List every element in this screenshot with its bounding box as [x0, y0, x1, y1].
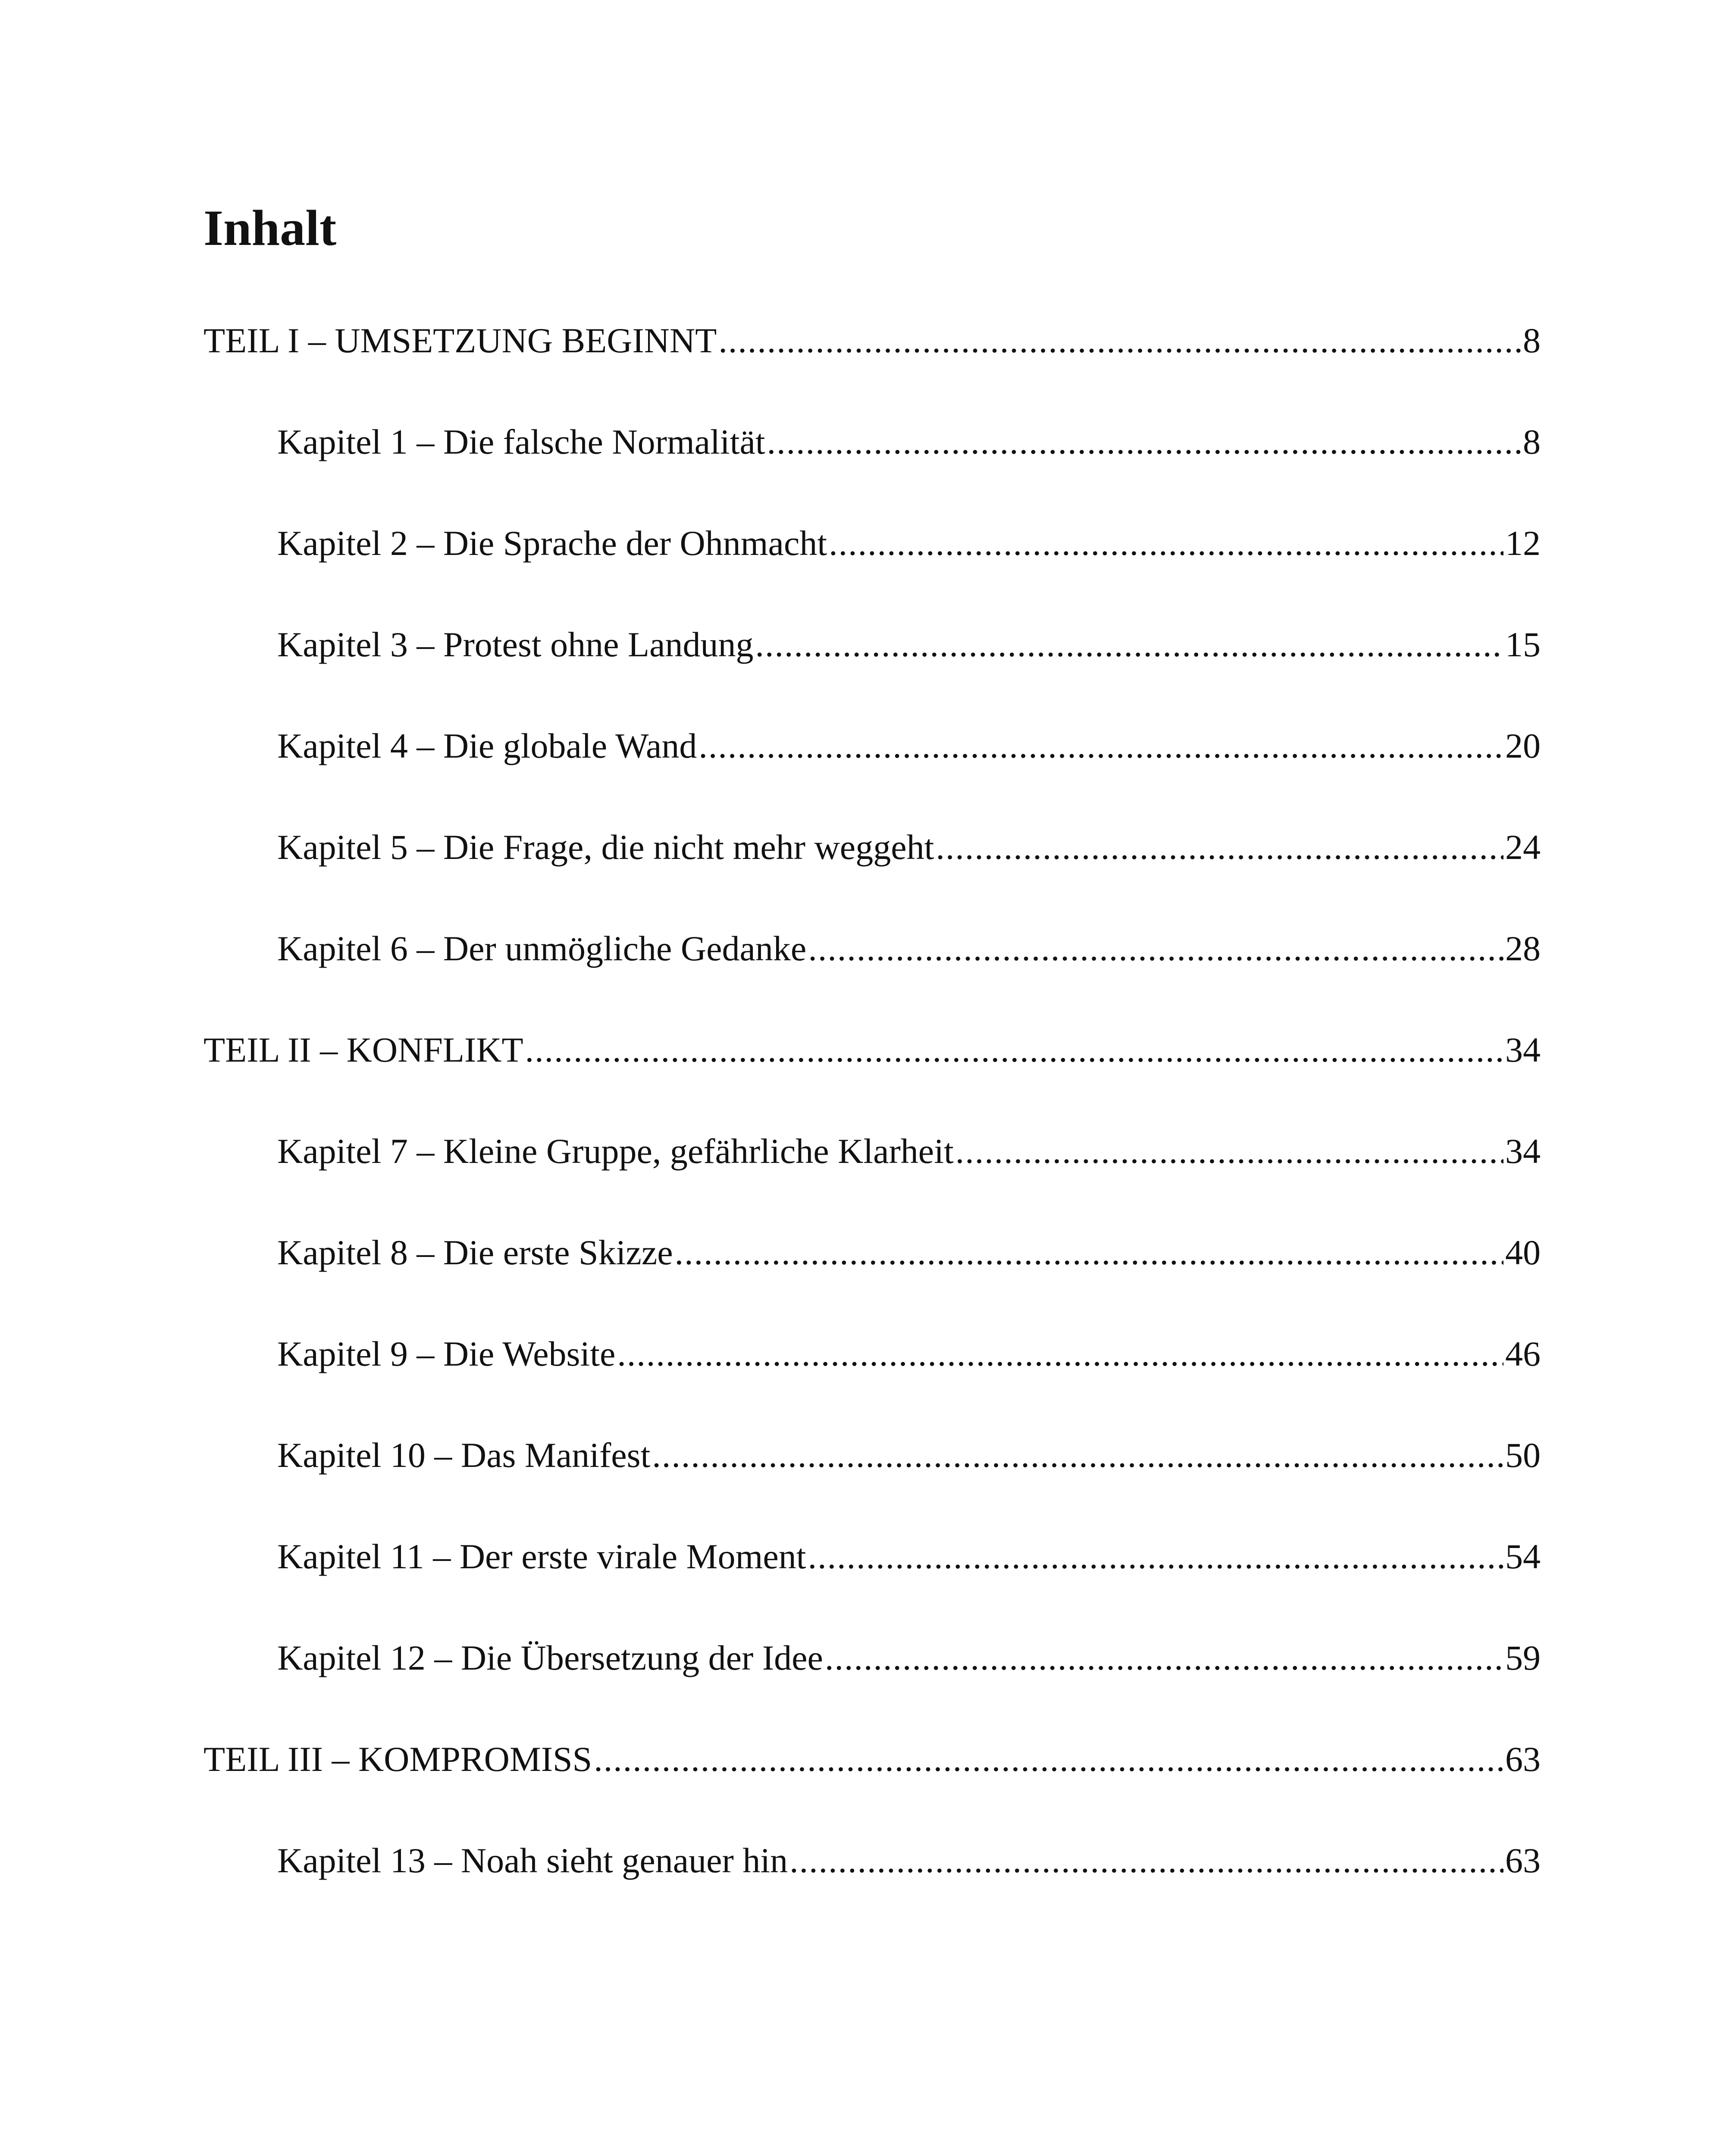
- toc-dot-leader: [936, 824, 1503, 871]
- toc-entry-label: Kapitel 9 – Die Website: [277, 1334, 616, 1373]
- toc-page-number: 15: [1505, 625, 1541, 664]
- toc-entry-chapter-13: [277, 1837, 1541, 1884]
- toc-entry-label: TEIL I – UMSETZUNG BEGINNT: [204, 321, 717, 360]
- toc-page-number: 63: [1505, 1841, 1541, 1880]
- toc-entry-chapter-11: [277, 1533, 1541, 1580]
- toc-dot-leader: [525, 1026, 1503, 1074]
- toc-dot-leader: [955, 1128, 1503, 1175]
- toc-dot-leader: [825, 1634, 1503, 1682]
- toc-entry-label: Kapitel 11 – Der erste virale Moment: [277, 1537, 806, 1576]
- toc-dot-leader: [675, 1229, 1503, 1276]
- toc-dot-leader: [652, 1432, 1503, 1479]
- toc-dot-leader: [698, 722, 1503, 770]
- toc-entry-label: Kapitel 10 – Das Manifest: [277, 1435, 651, 1475]
- toc-page-number: 40: [1505, 1233, 1541, 1272]
- toc-dot-leader: [808, 925, 1503, 972]
- toc-entry-label: Kapitel 7 – Kleine Gruppe, gefährliche Klarheit: [277, 1131, 954, 1171]
- toc-entry-part-1: [204, 317, 1541, 364]
- toc-entry-chapter-5: [277, 824, 1541, 871]
- toc-page-number: 8: [1523, 422, 1541, 461]
- toc-dot-leader: [718, 317, 1521, 364]
- toc-dot-leader: [594, 1736, 1503, 1783]
- toc-page-number: 34: [1505, 1131, 1541, 1171]
- toc-entry-part-2: [204, 1026, 1541, 1074]
- toc-entry-chapter-8: [277, 1229, 1541, 1276]
- toc-entry-chapter-3: [277, 621, 1541, 668]
- toc-page-number: 59: [1505, 1638, 1541, 1677]
- toc-entry-label: Kapitel 3 – Protest ohne Landung: [277, 625, 754, 664]
- toc-heading: Inhalt: [204, 200, 337, 256]
- toc-entry-part-3: [204, 1736, 1541, 1783]
- toc-entry-chapter-1: [277, 418, 1541, 466]
- toc-entry-chapter-10: [277, 1432, 1541, 1479]
- toc-dot-leader: [617, 1330, 1503, 1378]
- toc-dot-leader: [755, 621, 1503, 668]
- toc-dot-leader: [789, 1837, 1503, 1884]
- toc-page-number: 46: [1505, 1334, 1541, 1373]
- toc-page-number: 12: [1505, 523, 1541, 563]
- toc-page-number: 63: [1505, 1739, 1541, 1779]
- toc-entry-chapter-2: [277, 520, 1541, 567]
- toc-page-number: 8: [1523, 321, 1541, 360]
- toc-page-number: 50: [1505, 1435, 1541, 1475]
- toc-entry-label: TEIL III – KOMPROMISS: [204, 1739, 592, 1779]
- toc-entry-chapter-6: [277, 925, 1541, 972]
- toc-entry-label: Kapitel 6 – Der unmögliche Gedanke: [277, 929, 807, 968]
- toc-page-number: 34: [1505, 1030, 1541, 1069]
- toc-entry-label: Kapitel 13 – Noah sieht genauer hin: [277, 1841, 788, 1880]
- toc-entry-label: Kapitel 1 – Die falsche Normalität: [277, 422, 765, 461]
- toc-entry-chapter-12: [277, 1634, 1541, 1682]
- toc-dot-leader: [808, 1533, 1503, 1580]
- toc-entry-label: Kapitel 5 – Die Frage, die nicht mehr weggeht: [277, 827, 934, 867]
- toc-entry-label: Kapitel 2 – Die Sprache der Ohnmacht: [277, 523, 827, 563]
- toc-page-number: 54: [1505, 1537, 1541, 1576]
- toc-entry-label: Kapitel 4 – Die globale Wand: [277, 726, 697, 765]
- toc-entry-label: Kapitel 8 – Die erste Skizze: [277, 1233, 673, 1272]
- toc-entry-label: Kapitel 12 – Die Übersetzung der Idee: [277, 1638, 823, 1677]
- toc-dot-leader: [829, 520, 1503, 567]
- toc-entry-chapter-9: [277, 1330, 1541, 1378]
- toc-page-number: 24: [1505, 827, 1541, 867]
- toc-page-number: 28: [1505, 929, 1541, 968]
- toc-dot-leader: [767, 418, 1521, 466]
- toc-page-number: 20: [1505, 726, 1541, 765]
- toc-entry-label: TEIL II – KONFLIKT: [204, 1030, 523, 1069]
- toc-entry-chapter-7: [277, 1128, 1541, 1175]
- toc-entry-chapter-4: [277, 722, 1541, 770]
